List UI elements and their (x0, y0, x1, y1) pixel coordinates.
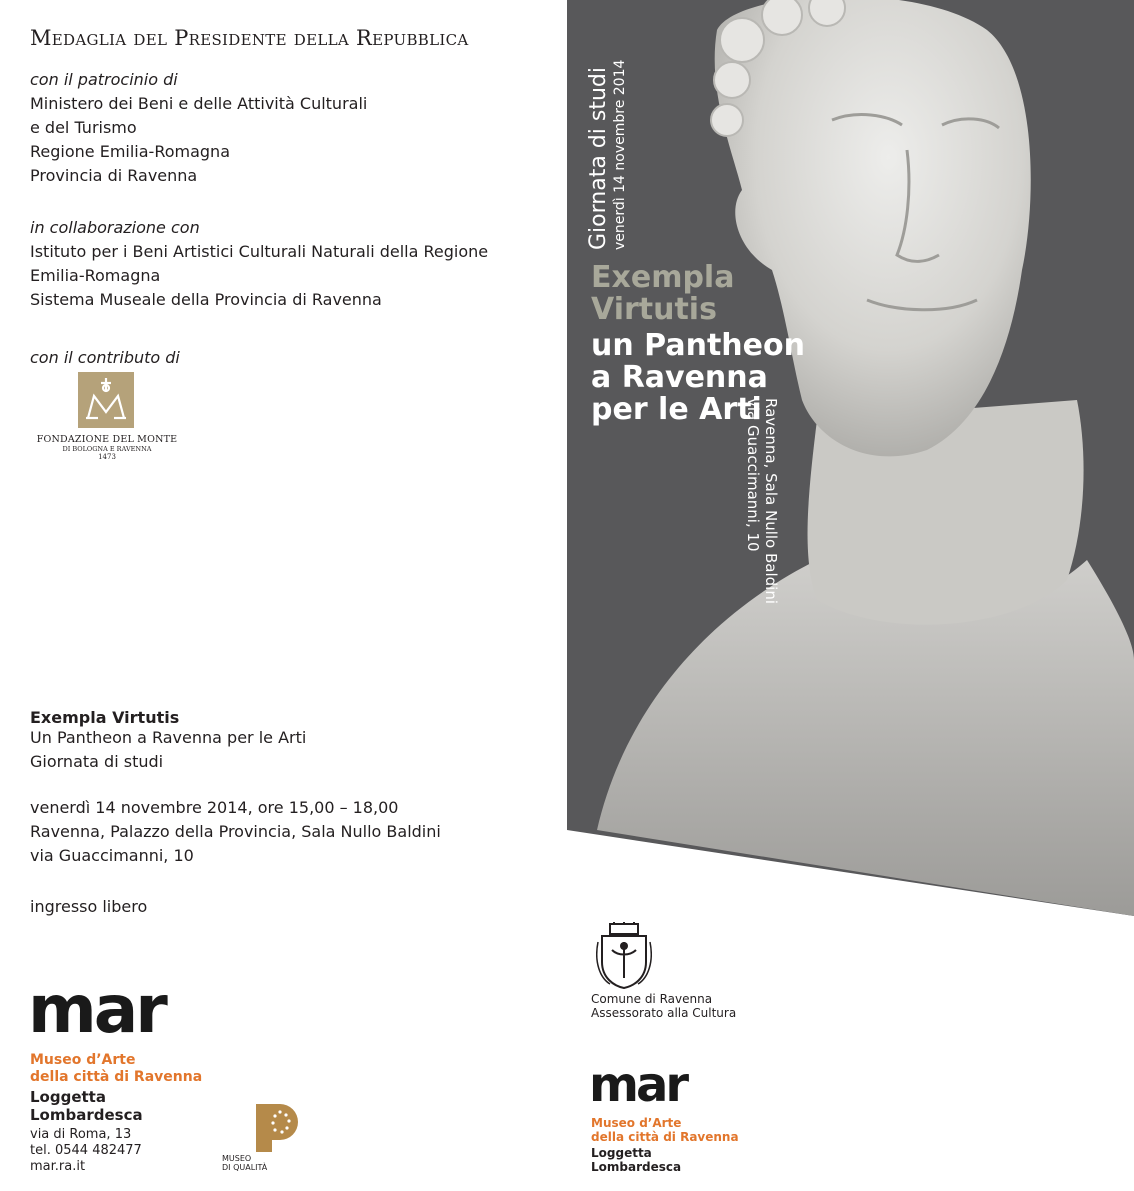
qualita-line: MUSEO (222, 1154, 252, 1163)
fondazione-sub: DI BOLOGNA E RAVENNA (62, 445, 152, 453)
cover-date: venerdì 14 novembre 2014 (612, 59, 628, 250)
fondazione-logo (30, 372, 184, 461)
cover-panel (567, 0, 1134, 920)
collaboration-label: in collaborazione con (30, 218, 200, 237)
when-line: via Guaccimanni, 10 (30, 846, 194, 865)
event-type: Giornata di studi (30, 752, 164, 771)
medal-heading: Medaglia del Presidente della Repubblica (30, 26, 469, 50)
fondazione-year: 1473 (98, 453, 116, 461)
contribution-label (30, 346, 180, 370)
qualita-line: DI QUALITÀ (222, 1163, 268, 1172)
mar-logo-small: mar (589, 1057, 687, 1113)
cover-subtitle-line: a Ravenna (591, 360, 768, 395)
fondazione-name: FONDAZIONE DEL MONTE (36, 434, 178, 445)
collaboration-line: Istituto per i Beni Artistici Culturali Naturali della Regione (30, 242, 489, 261)
museum-name-line: Museo d’Arte (30, 1052, 136, 1068)
museum-address (30, 1127, 142, 1175)
comune-line: Comune di Ravenna (591, 992, 713, 1006)
cover-subtitle-line: per le Arti (591, 392, 762, 427)
patronage-label: con il patrocinio di (30, 70, 178, 89)
building-line: Lombardesca (30, 1106, 143, 1124)
museum-name-line: della città di Ravenna (30, 1069, 203, 1085)
building-line: Lombardesca (591, 1160, 682, 1174)
address-line: via di Roma, 13 (30, 1127, 132, 1142)
cover-place-line2: via Guaccimanni, 10 (744, 398, 762, 552)
collaboration-line: Sistema Museale della Provincia di Ravenna (30, 290, 382, 309)
museum-name-small (591, 1116, 739, 1144)
patronage-line: Provincia di Ravenna (30, 166, 198, 185)
museum-building-small (591, 1146, 681, 1174)
cover-title-line: Virtutis (591, 292, 717, 327)
mar-logo: mar (28, 971, 165, 1048)
comune-crest-icon (596, 922, 652, 990)
event-when (30, 796, 441, 868)
cover-title-line: Exempla (591, 260, 735, 295)
patronage-line: Ministero dei Beni e delle Attività Culturali (30, 94, 368, 113)
comune-logo (591, 922, 791, 1020)
museum-building (30, 1088, 143, 1124)
fondazione-emblem-icon (78, 372, 134, 428)
patronage-section (30, 68, 367, 188)
museum-name-line: Museo d’Arte (591, 1116, 682, 1130)
event-title: Exempla Virtutis (30, 708, 180, 727)
cover-title-grey (591, 262, 734, 326)
collaboration-section (30, 216, 488, 312)
website-link[interactable]: mar.ra.it (30, 1159, 86, 1174)
museo-qualita-logo (222, 1104, 302, 1172)
comune-text (591, 992, 791, 1020)
when-line: Ravenna, Palazzo della Provincia, Sala Nullo Baldini (30, 822, 441, 841)
cover-giornata: Giornata di studi (586, 67, 611, 250)
building-line: Loggetta (30, 1088, 106, 1106)
patronage-line: Regione Emilia-Romagna (30, 142, 230, 161)
building-line: Loggetta (591, 1146, 652, 1160)
event-subtitle: Un Pantheon a Ravenna per le Arti (30, 728, 307, 747)
museum-name-line: della città di Ravenna (591, 1130, 739, 1144)
museum-name (30, 1052, 202, 1086)
when-line: venerdì 14 novembre 2014, ore 15,00 – 18,00 (30, 798, 399, 817)
cover-place-line1: Ravenna, Sala Nullo Baldini (762, 398, 780, 604)
comune-line: Assessorato alla Cultura (591, 1006, 737, 1020)
museo-qualita-icon (256, 1104, 298, 1152)
event-info (30, 708, 306, 772)
patronage-line: e del Turismo (30, 118, 137, 137)
museo-qualita-text (222, 1154, 302, 1172)
entry-note: ingresso libero (30, 897, 148, 916)
cover-subtitle-line: un Pantheon (591, 328, 805, 363)
collaboration-line: Emilia-Romagna (30, 266, 161, 285)
phone-line: tel. 0544 482477 (30, 1143, 142, 1158)
contribution-label-text: con il contributo di (30, 348, 180, 367)
